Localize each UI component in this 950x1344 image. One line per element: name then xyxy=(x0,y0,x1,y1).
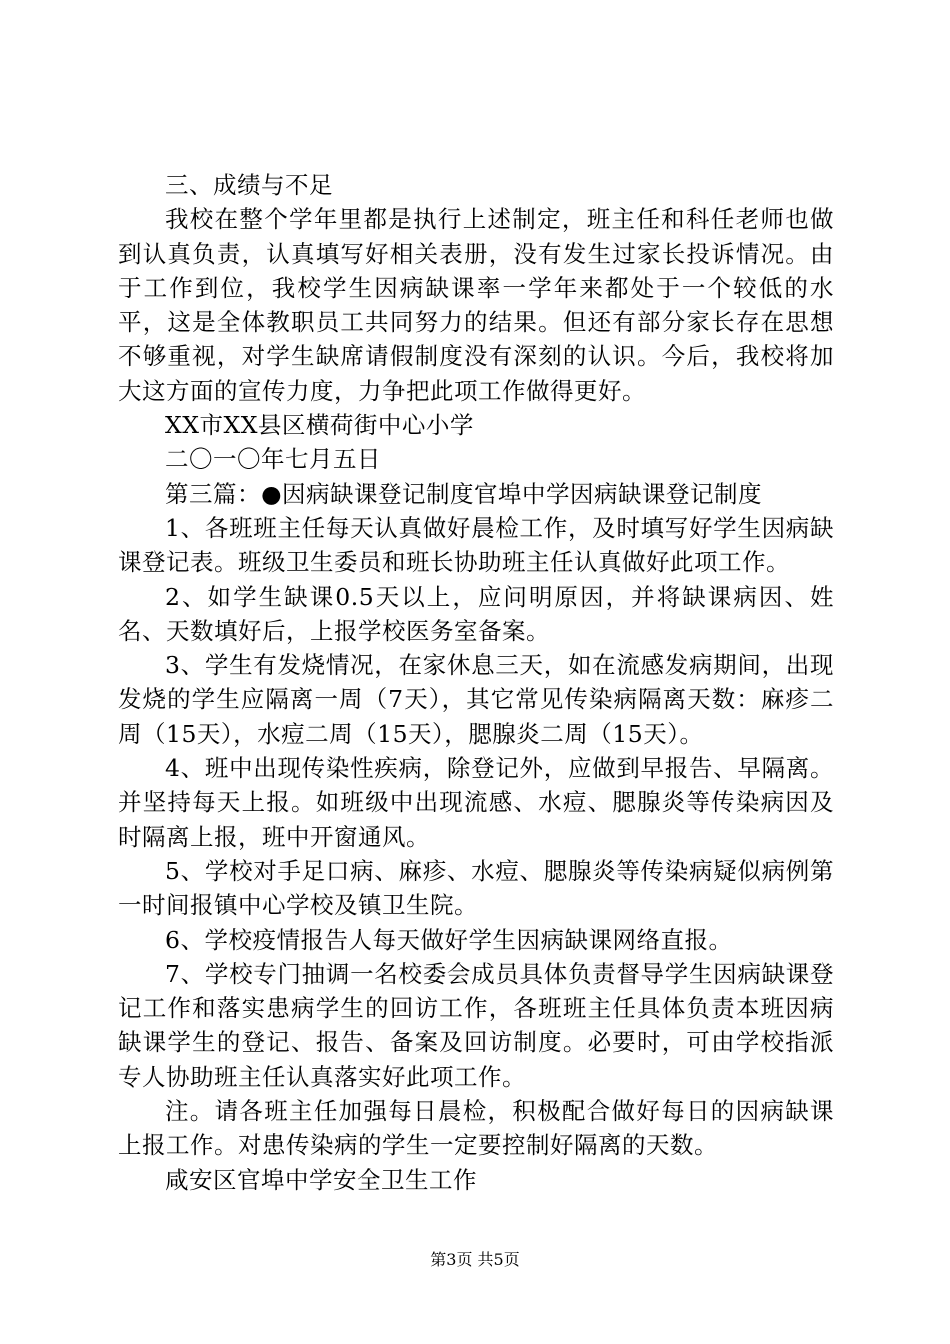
date-line: 二〇一〇年七月五日 xyxy=(165,445,381,474)
page-footer: 第3页 共5页 xyxy=(430,1250,520,1269)
note-paragraph: 注。请各班主任加强每日晨检，积极配合做好每日的因病缺课上报工作。对患传染病的学生一定要控制好隔离的天数。 xyxy=(118,1097,834,1160)
closing-line: 咸安区官埠中学安全卫生工作 xyxy=(165,1165,477,1194)
part-title: 第三篇：●因病缺课登记制度官埠中学因病缺课登记制度 xyxy=(165,479,763,508)
rule-item-5: 5、学校对手足口病、麻疹、水痘、腮腺炎等传染病疑似病例第一时间报镇中心学校及镇卫生院。 xyxy=(118,856,834,920)
rule-item-7: 7、学校专门抽调一名校委会成员具体负责督导学生因病缺课登记工作和落实患病学生的回访工作，各班班主任具体负责本班因病缺课学生的登记、报告、备案及回访制度。必要时，可由学校指派专人协助班主任认真落实好此项工作。 xyxy=(118,959,834,1091)
rule-item-3: 3、学生有发烧情况，在家休息三天，如在流感发病期间，出现发烧的学生应隔离一周（7天），其它常见传染病隔离天数：麻疹二周（15天），水痘二周（15天），腮腺炎二周（15天）。 xyxy=(118,651,834,748)
section-heading: 三、成绩与不足 xyxy=(165,171,333,199)
rule-item-6: 6、学校疫情报告人每天做好学生因病缺课网络直报。 xyxy=(165,925,733,954)
rule-item-1: 1、各班班主任每天认真做好晨检工作，及时填写好学生因病缺课登记表。班级卫生委员和班长协助班主任认真做好此项工作。 xyxy=(118,513,834,577)
school-signature: XX市XX县区横荷街中心小学 xyxy=(165,411,474,440)
rule-item-2: 2、如学生缺课0.5天以上，应问明原因，并将缺课病因、姓名、天数填好后，上报学校医务室备案。 xyxy=(118,582,834,645)
rule-item-4: 4、班中出现传染性疾病，除登记外，应做到早报告、早隔离。并坚持每天上报。如班级中出现流感、水痘、腮腺炎等传染病因及时隔离上报，班中开窗通风。 xyxy=(118,754,834,851)
document-body xyxy=(118,168,834,1197)
body-paragraph: 我校在整个学年里都是执行上述制定，班主任和科任老师也做到认真负责，认真填写好相关表册，没有发生过家长投诉情况。由于工作到位，我校学生因病缺课率一学年来都处于一个较低的水平，这是全体教职员工共同努力的结果。但还有部分家长存在思想不够重视，对学生缺席请假制度没有深刻的认识。今后，我校将加大这方面的宣传力度，力争把此项工作做得更好。 xyxy=(118,205,834,405)
